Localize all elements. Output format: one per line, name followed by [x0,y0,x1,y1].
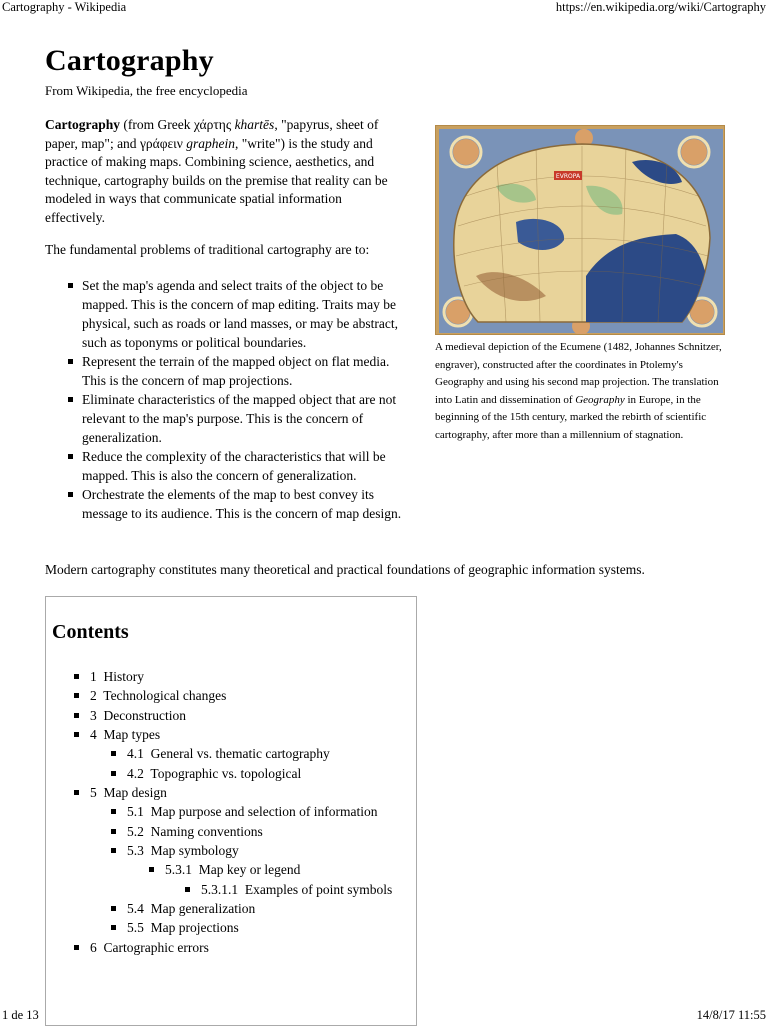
lead-paragraph [45,116,405,228]
toc-item-map-design[interactable]: 5 Map design [90,785,167,800]
print-page-indicator: 1 de 13 [2,1008,39,1022]
list-item: Eliminate characteristics of the mapped object that are not relevant to the map's purpose. This is the concern of generalization. [63,390,413,447]
toc-item-map-types[interactable]: 4 Map types [90,727,161,742]
toc-item-general-vs-thematic[interactable]: 4.1 General vs. thematic cartography [127,746,330,761]
list-item: Orchestrate the elements of the map to best convey its message to its audience. This is the concern of map design. [63,485,413,523]
toc-item-naming-conventions[interactable]: 5.2 Naming conventions [127,824,263,839]
page-title: Cartography [45,44,214,77]
figure-caption [435,339,725,445]
lead-text-1: (from Greek [120,117,194,132]
ptolemy-world-map-image[interactable] [435,125,725,335]
list-item: Set the map's agenda and select traits of the object to be mapped. This is the concern of map editing. Traits may be physical, such as roads or land masses, or may be abstract, such as toponyms or political boundaries. [63,276,413,352]
lead-italic-khartes: khartēs [234,117,275,132]
toc-item-topographic-vs-topological[interactable]: 4.2 Topographic vs. topological [127,766,302,781]
print-page-url[interactable]: https://en.wikipedia.org/wiki/Cartography [555,0,766,14]
toc-item-map-symbology[interactable]: 5.3 Map symbology [127,843,239,858]
lead-bold-term: Cartography [45,117,120,132]
map-region-label: EVROPA [555,173,581,180]
list-item: Reduce the complexity of the characteristics that will be mapped. This is also the concern of generalization. [63,447,413,485]
greek-word-khartes[interactable]: χάρτης [193,117,232,132]
caption-text-1: A medieval depiction of the Ecumene (1482, Johannes Schnitzer, engraver), constructed after the coordinates in Ptolemy's Geography and using his second map projection. The translation into Latin and dissemination of [435,341,722,406]
map-figure [435,125,725,445]
problems-intro: The fundamental problems of traditional cartography are to: [45,242,370,257]
toc-item-cartographic-errors[interactable]: 6 Cartographic errors [90,940,209,955]
toc-item-point-symbols[interactable]: 5.3.1.1 Examples of point symbols [201,882,393,897]
greek-word-graphein[interactable]: γράφειν [139,135,183,151]
list-item: Represent the terrain of the mapped object on flat media. This is the concern of map projections. [63,352,413,390]
lead-italic-graphein: graphein [186,135,236,151]
problems-list [63,276,413,523]
lead-text-3: , "write") is the study and practice of making maps. Combining science, aesthetics, and technique, cartography builds on the premise that reality can be modeled in ways that communicate spatial information effectively. [45,135,388,225]
lead-text-2: , "papyrus, sheet of paper, map"; and [45,117,379,151]
table-of-contents [45,596,417,1026]
toc-item-map-projections[interactable]: 5.5 Map projections [127,920,239,935]
toc-item-technological-changes[interactable]: 2 Technological changes [90,688,227,703]
toc-item-map-purpose[interactable]: 5.1 Map purpose and selection of information [127,804,378,819]
toc-item-history[interactable]: 1 History [90,669,144,684]
print-page-title: Cartography - Wikipedia [2,0,127,14]
modern-cartography-paragraph: Modern cartography constitutes many theoretical and practical foundations of geographic information systems. [45,562,645,577]
page-tagline: From Wikipedia, the free encyclopedia [45,83,248,98]
world-map-illustration [436,126,725,335]
caption-italic[interactable]: Geography [575,393,625,406]
print-timestamp: 14/8/17 11:55 [696,1008,766,1022]
toc-item-map-generalization[interactable]: 5.4 Map generalization [127,901,256,916]
toc-item-deconstruction[interactable]: 3 Deconstruction [90,708,186,723]
toc-title: Contents [52,621,129,643]
caption-text-2: in Europe, in the beginning of the 15th century, marked the rebirth of scientific cartography, after more than a millennium of stagnation. [435,393,707,441]
toc-item-map-key-or-legend[interactable]: 5.3.1 Map key or legend [165,862,301,877]
